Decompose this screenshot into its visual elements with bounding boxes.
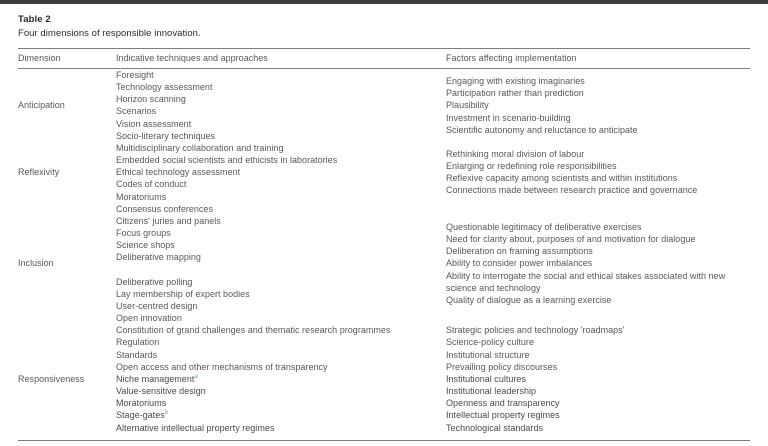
factors-list	[446, 324, 750, 433]
list-item: Investment in scenario-building	[446, 112, 571, 123]
list-item: Foresight	[116, 70, 154, 80]
table-caption: Four dimensions of responsible innovation.	[18, 28, 201, 39]
responsible-innovation-table	[18, 48, 750, 440]
list-item: Vision assessment	[116, 118, 192, 129]
document-page	[0, 4, 768, 446]
list-item: Value-sensitive design	[116, 386, 206, 397]
column-header-factors: Factors affecting implementation	[446, 49, 750, 69]
list-item: Open innovation	[116, 313, 182, 324]
list-item: Scientific autonomy and reluctance to anticipate	[446, 124, 638, 135]
column-header-dimension: Dimension	[18, 49, 116, 69]
list-item: Standards	[116, 349, 158, 360]
table-row	[18, 324, 750, 439]
column-header-techniques: Indicative techniques and approaches	[116, 49, 446, 69]
dimension-label-anticipation: Anticipation	[18, 100, 65, 111]
techniques-list	[116, 324, 446, 433]
techniques-cell-inclusion	[116, 203, 446, 325]
factors-cell-anticipation	[446, 69, 750, 142]
dimension-label-responsiveness: Responsiveness	[18, 373, 85, 384]
list-item: Open access and other mechanisms of transparency	[116, 361, 328, 372]
list-item: Citizens' juries and panels	[116, 215, 221, 226]
footnote-marker-a[interactable]: a	[194, 372, 199, 380]
table-row	[18, 203, 750, 325]
list-item: Ability to interrogate the social and ethical stakes associated with new science and technology	[446, 270, 726, 293]
list-item: Rethinking moral division of labour	[446, 149, 585, 160]
list-item: Institutional cultures	[446, 373, 526, 384]
table-row	[18, 69, 750, 142]
list-item: Horizon scanning	[116, 94, 186, 105]
table-bottom-rule	[18, 440, 750, 441]
list-item: Science shops	[116, 240, 175, 251]
list-item: Enlarging or redefining role responsibilities	[446, 161, 617, 172]
dimension-label-reflexivity: Reflexivity	[18, 167, 60, 178]
list-item: Deliberative polling	[116, 276, 193, 287]
list-item: Lay membership of expert bodies	[116, 288, 250, 299]
list-item: Regulation	[116, 337, 160, 348]
list-item: Technology assessment	[116, 82, 213, 93]
techniques-cell-responsiveness	[116, 324, 446, 439]
techniques-list	[116, 203, 446, 325]
list-item: Moratoriums	[116, 191, 167, 202]
table-header-row	[18, 49, 750, 69]
list-item: Technological standards	[446, 422, 544, 433]
footnote-marker-b[interactable]: b	[164, 409, 169, 417]
list-item: Participation rather than prediction	[446, 88, 584, 99]
list-item	[116, 373, 446, 385]
list-item: Questionable legitimacy of deliberative exercises	[446, 221, 642, 232]
factors-cell-reflexivity	[446, 142, 750, 203]
list-item: Codes of conduct	[116, 179, 187, 190]
list-item: Focus groups	[116, 228, 171, 239]
list-item: Deliberative mapping	[116, 252, 201, 263]
list-item: Institutional leadership	[446, 386, 537, 397]
techniques-list	[116, 69, 446, 142]
list-item: Need for clarity about, purposes of and motivation for dialogue	[446, 234, 696, 245]
list-item: Intellectual property regimes	[446, 410, 560, 421]
list-item: Deliberation on framing assumptions	[446, 246, 593, 257]
list-item-text: Stage-gates	[116, 410, 165, 421]
list-item: Moratoriums	[116, 398, 167, 409]
factors-cell-inclusion	[446, 203, 750, 325]
list-item: Prevailing policy discourses	[446, 361, 558, 372]
list-item: Quality of dialogue as a learning exercise	[446, 294, 612, 305]
list-item: Constitution of grand challenges and thematic research programmes	[116, 325, 391, 336]
list-item-spacer	[116, 264, 446, 276]
techniques-cell-anticipation	[116, 69, 446, 142]
list-item: Science-policy culture	[446, 337, 534, 348]
table-number: Table 2	[18, 14, 51, 25]
list-item: Engaging with existing imaginaries	[446, 76, 585, 87]
list-item: Connections made between research practice and governance	[446, 185, 698, 196]
list-item: Alternative intellectual property regimes	[116, 422, 275, 433]
list-item: Institutional structure	[446, 349, 530, 360]
list-item: Openness and transparency	[446, 398, 560, 409]
factors-list	[446, 221, 750, 306]
factors-cell-responsiveness	[446, 324, 750, 439]
list-item: Embedded social scientists and ethicists in laboratories	[116, 155, 338, 166]
list-item: Scenarios	[116, 106, 157, 117]
list-item: Socio-literary techniques	[116, 130, 216, 141]
list-item: Consensus conferences	[116, 203, 213, 214]
factors-list	[446, 75, 750, 136]
list-item: Strategic policies and technology 'roadmaps'	[446, 325, 625, 336]
list-item: Plausibility	[446, 100, 489, 111]
table-row	[18, 142, 750, 203]
list-item	[116, 409, 446, 421]
techniques-cell-reflexivity	[116, 142, 446, 203]
list-item: Reflexive capacity among scientists and within institutions	[446, 173, 678, 184]
list-item: User-centred design	[116, 300, 198, 311]
factors-list	[446, 148, 750, 197]
dimension-label-inclusion: Inclusion	[18, 258, 54, 269]
list-item: Ethical technology assessment	[116, 167, 241, 178]
list-item-text: Niche management	[116, 373, 195, 384]
techniques-list	[116, 142, 446, 203]
list-item: Ability to consider power imbalances	[446, 258, 593, 269]
list-item: Multidisciplinary collaboration and training	[116, 142, 284, 153]
